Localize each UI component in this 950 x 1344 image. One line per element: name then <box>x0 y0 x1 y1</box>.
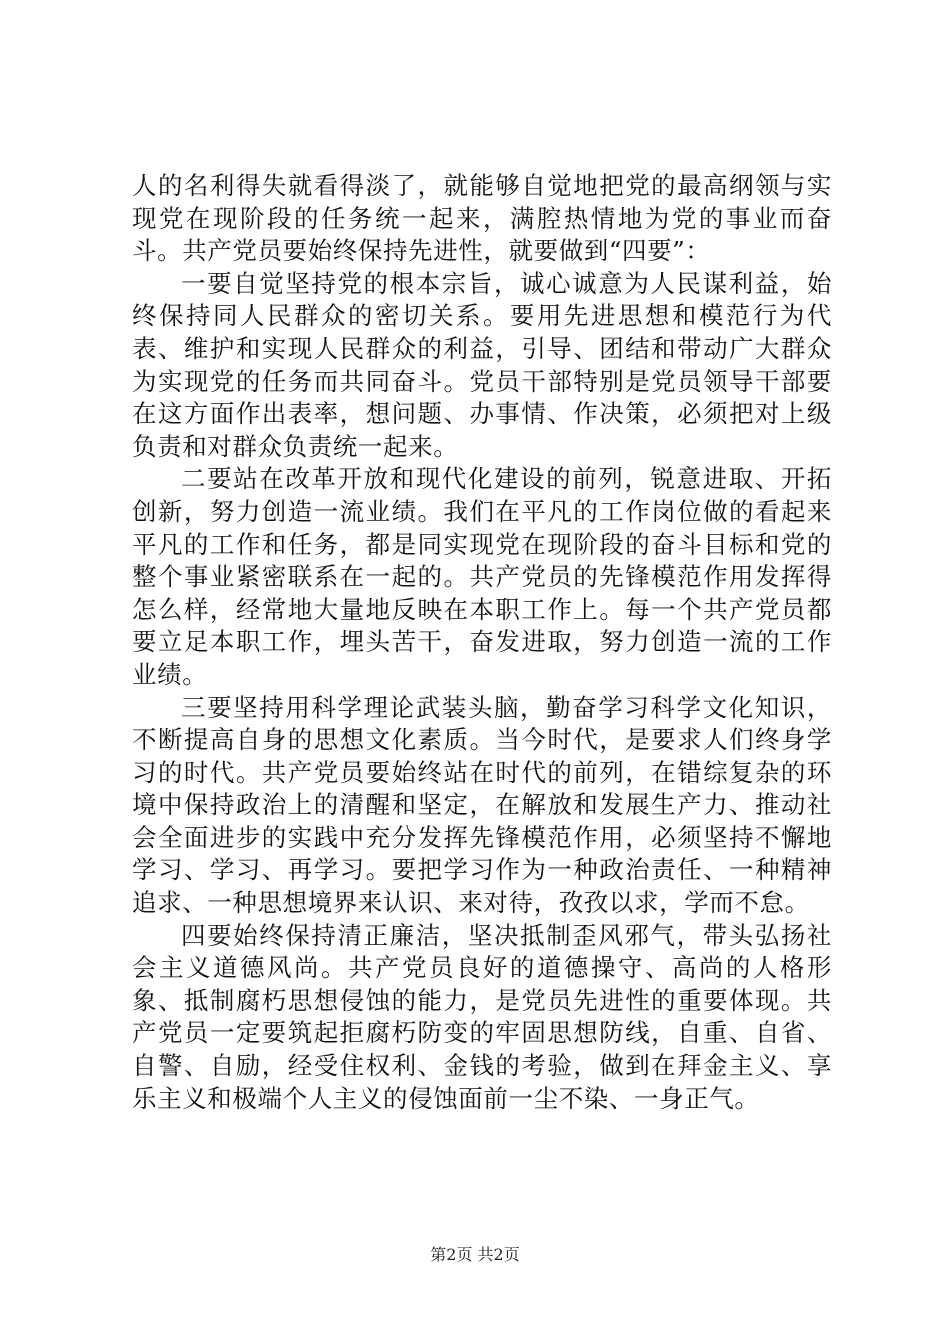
paragraph-2: 一要自觉坚持党的根本宗旨，诚心诚意为人民谋利益，始终保持同人民群众的密切关系。要用先进思想和模范行为代表、维护和实现人民群众的利益，引导、团结和带动广大群众为实现党的任务而共同奋斗。党员干部特别是党员领导干部要在这方面作出表率，想问题、办事情、作决策，必须把对上级负责和对群众负责统一起来。 <box>132 268 832 461</box>
page-footer: 第2页 共2页 <box>430 1245 520 1264</box>
document-body <box>132 170 832 1115</box>
paragraph-5: 四要始终保持清正廉洁，坚决抵制歪风邪气，带头弘扬社会主义道德风尚。共产党员良好的道德操守、高尚的人格形象、抵制腐朽思想侵蚀的能力，是党员先进性的重要体现。共产党员一定要筑起拒腐朽防变的牢固思想防线，自重、自省、自警、自励，经受住权利、金钱的考验，做到在拜金主义、享乐主义和极端个人主义的侵蚀面前一尘不染、一身正气。 <box>132 920 832 1113</box>
paragraph-4: 三要坚持用科学理论武装头脑，勤奋学习科学文化知识，不断提高自身的思想文化素质。当今时代，是要求人们终身学习的时代。共产党员要始终站在时代的前列，在错综复杂的环境中保持政治上的清醒和坚定，在解放和发展生产力、推动社会全面进步的实践中充分发挥先锋模范作用，必须坚持不懈地学习、学习、再学习。要把学习作为一种政治责任、一种精神追求、一种思想境界来认识、来对待，孜孜以求，学而不怠。 <box>132 692 832 918</box>
paragraph-1: 人的名利得失就看得淡了，就能够自觉地把党的最高纲领与实现党在现阶段的任务统一起来，满腔热情地为党的事业而奋斗。共产党员要始终保持先进性，就要做到“四要”： <box>132 171 832 266</box>
paragraph-3: 二要站在改革开放和现代化建设的前列，锐意进取、开拓创新，努力创造一流业绩。我们在平凡的工作岗位做的看起来平凡的工作和任务，都是同实现党在现阶段的奋斗目标和党的整个事业紧密联系在一起的。共产党员的先锋模范作用发挥得怎么样，经常地大量地反映在本职工作上。每一个共产党员都要立足本职工作，埋头苦干，奋发进取，努力创造一流的工作业绩。 <box>132 464 832 689</box>
